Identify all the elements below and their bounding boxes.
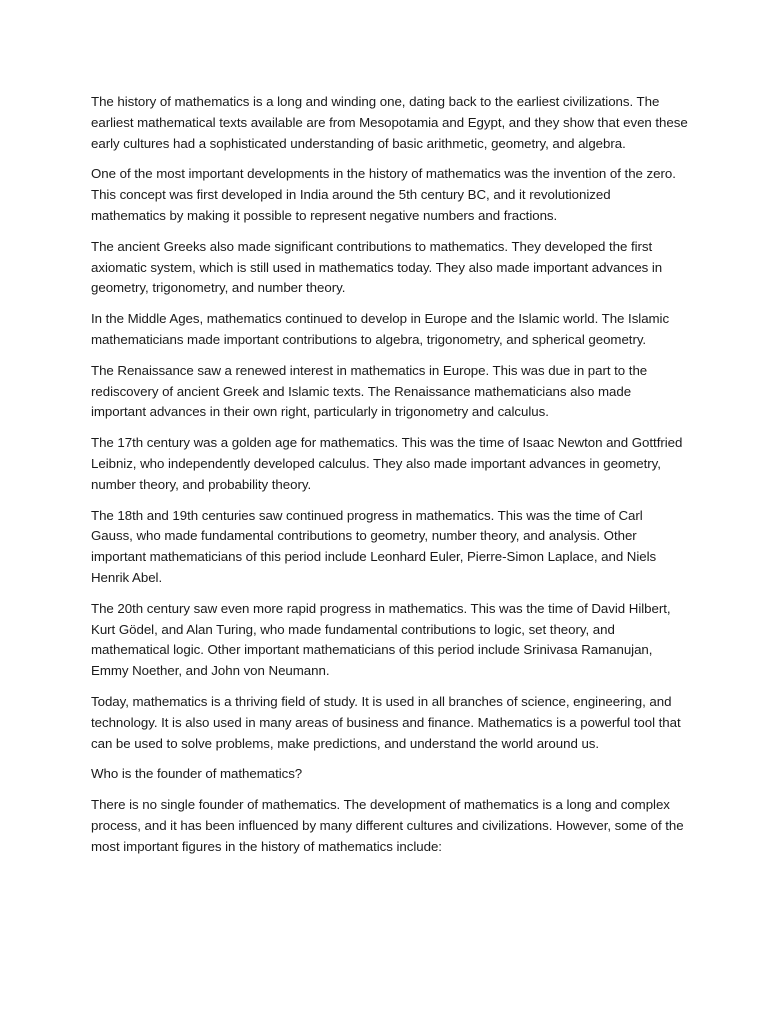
paragraph-history-intro: The history of mathematics is a long and winding one, dating back to the earliest civilizations. The earliest mathematical texts available are from Mesopotamia and Egypt, and they show that even these early cultures had a sophisticated understanding of basic arithmetic, geometry, and algebra. (91, 94, 688, 151)
paragraph-zero: One of the most important developments in the history of mathematics was the invention of the zero. This concept was first developed in India around the 5th century BC, and it revolutionized mathematics by making it possible to represent negative numbers and fractions. (91, 166, 676, 223)
paragraph-middle-ages: In the Middle Ages, mathematics continued to develop in Europe and the Islamic world. The Islamic mathematicians made important contributions to algebra, trigonometry, and spherical geometry. (91, 311, 670, 347)
paragraph-today: Today, mathematics is a thriving field of study. It is used in all branches of science, engineering, and technology. It is also used in many areas of business and finance. Mathematics is a powerful tool that can be used to solve problems, make predictions, and understand the world around us. (91, 693, 681, 751)
paragraph-ancient-greeks: The ancient Greeks also made significant contributions to mathematics. They developed the first axiomatic system, which is still used in mathematics today. They also made important advances in geometry, trigonometry, and number theory. (91, 238, 663, 296)
paragraph-renaissance: The Renaissance saw a renewed interest in mathematics in Europe. This was due in part to the rediscovery of ancient Greek and Islamic texts. The Renaissance mathematicians also made important advances in their own right, particularly in trigonometry and calculus. (91, 362, 648, 420)
paragraph-no-single-founder: There is no single founder of mathematics. The development of mathematics is a long and complex process, and it has been influenced by many different cultures and civilizations. However, some of the most important figures in the history of mathematics include: (91, 797, 684, 854)
paragraph-founder-question: Who is the founder of mathematics? (91, 766, 303, 782)
paragraph-17th-century: The 17th century was a golden age for mathematics. This was the time of Isaac Newton and Gottfried Leibniz, who independently developed calculus. They also made important advances in geometry, number theory, and probability theory. (91, 435, 683, 492)
paragraph-18th-19th-century: The 18th and 19th centuries saw continued progress in mathematics. This was the time of Carl Gauss, who made fundamental contributions to geometry, number theory, and analysis. Other important mathematicians of this period include Leonhard Euler, Pierre-Simon Laplace, and Niels Henrik Abel. (91, 507, 657, 585)
paragraph-20th-century: The 20th century saw even more rapid progress in mathematics. This was the time of David Hilbert, Kurt Gödel, and Alan Turing, who made fundamental contributions to logic, set theory, and mathematical logic. Other important mathematicians of this period include Srinivasa Ramanujan, Emmy Noether, and John von Neumann. (91, 600, 671, 679)
